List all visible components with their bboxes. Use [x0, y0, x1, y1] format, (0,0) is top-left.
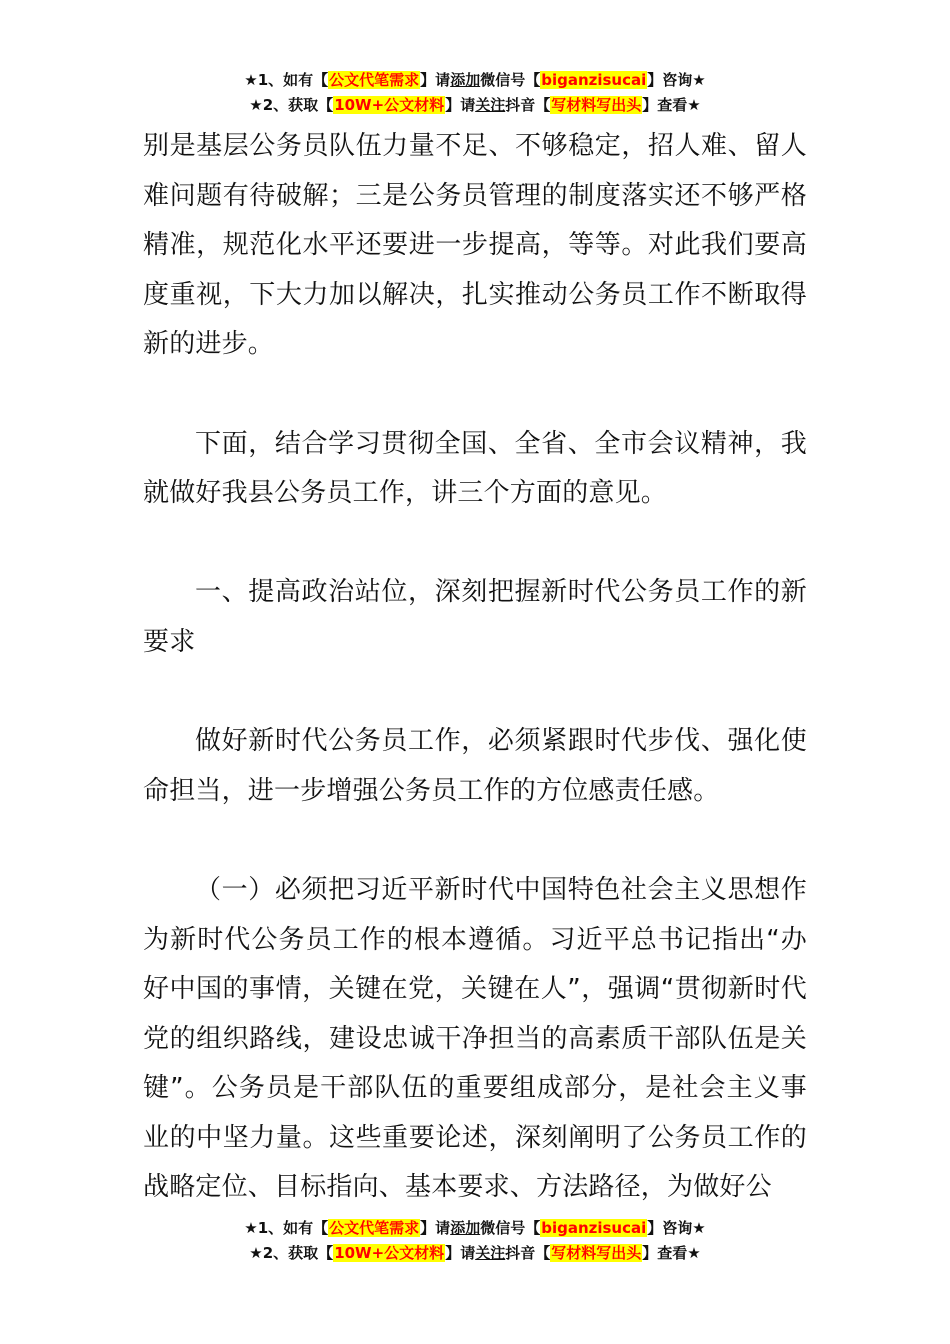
banner-text: 抖音【: [505, 1244, 551, 1262]
banner-emphasis: 关注: [475, 96, 506, 114]
banner-text: 微信号【: [480, 1219, 541, 1237]
highlight-wechat-id: biganzisucai: [541, 1219, 647, 1237]
banner-text: 】请: [420, 1219, 451, 1237]
highlight-service: 公文代笔需求: [329, 1219, 420, 1237]
banner-text: 】请: [420, 71, 451, 89]
highlight-douyin: 写材料写出头: [551, 1244, 642, 1262]
banner-text: 】查看★: [642, 1244, 701, 1262]
paragraph: 做好新时代公务员工作，必须紧跟时代步伐、强化使命担当，进一步增强公务员工作的方位感责任感。: [143, 726, 807, 806]
banner-text: 抖音【: [505, 96, 551, 114]
paragraph-subsection: （一）必须把习近平新时代中国特色社会主义思想作为新时代公务员工作的根本遵循。习近平总书记指出“办好中国的事情，关键在党，关键在人”，强调“贯彻新时代党的组织路线，建设忠诚干净担当的高素质干部队伍是关键”。公务员是干部队伍的重要组成部分，是社会主义事业的中坚力量。这些重要论述，深刻阐明了公务员工作的战略定位、目标指向、基本要求、方法路径，为做好公: [143, 874, 807, 1203]
document-body: [143, 122, 807, 1213]
banner-text: ★2、获取【: [249, 96, 334, 114]
banner-emphasis: 添加: [450, 1219, 481, 1237]
footer-banner-line-2: [0, 1241, 950, 1266]
paragraph-continuation: 别是基层公务员队伍力量不足、不够稳定，招人难、留人难问题有待破解；三是公务员管理的制度落实还不够严格精准，规范化水平还要进一步提高，等等。对此我们要高度重视，下大力加以解决，扎实推动公务员工作不断取得新的进步。: [143, 131, 807, 360]
footer-banner-line-1: [0, 1216, 950, 1241]
banner-emphasis: 添加: [450, 71, 481, 89]
banner-text: ★2、获取【: [249, 1244, 334, 1262]
banner-text: 微信号【: [480, 71, 541, 89]
banner-text: 】咨询★: [647, 71, 706, 89]
banner-text: ★1、如有【: [244, 71, 329, 89]
banner-text: 】请: [445, 96, 476, 114]
banner-text: 】咨询★: [647, 1219, 706, 1237]
banner-text: ★1、如有【: [244, 1219, 329, 1237]
header-banner-line-2: [0, 93, 950, 118]
section-heading: 一、提高政治站位，深刻把握新时代公务员工作的新要求: [143, 577, 807, 657]
footer-banner: [0, 1216, 950, 1266]
banner-text: 】请: [445, 1244, 476, 1262]
paragraph-intro: 下面，结合学习贯彻全国、全省、全市会议精神，我就做好我县公务员工作，讲三个方面的意见。: [143, 428, 807, 509]
banner-emphasis: 关注: [475, 1244, 506, 1262]
highlight-wechat-id: biganzisucai: [541, 71, 647, 89]
banner-text: 】查看★: [642, 96, 701, 114]
highlight-service: 公文代笔需求: [329, 71, 420, 89]
header-banner: [0, 68, 950, 118]
highlight-materials: 10W+公文材料: [334, 96, 445, 114]
header-banner-line-1: [0, 68, 950, 93]
highlight-douyin: 写材料写出头: [551, 96, 642, 114]
highlight-materials: 10W+公文材料: [334, 1244, 445, 1262]
